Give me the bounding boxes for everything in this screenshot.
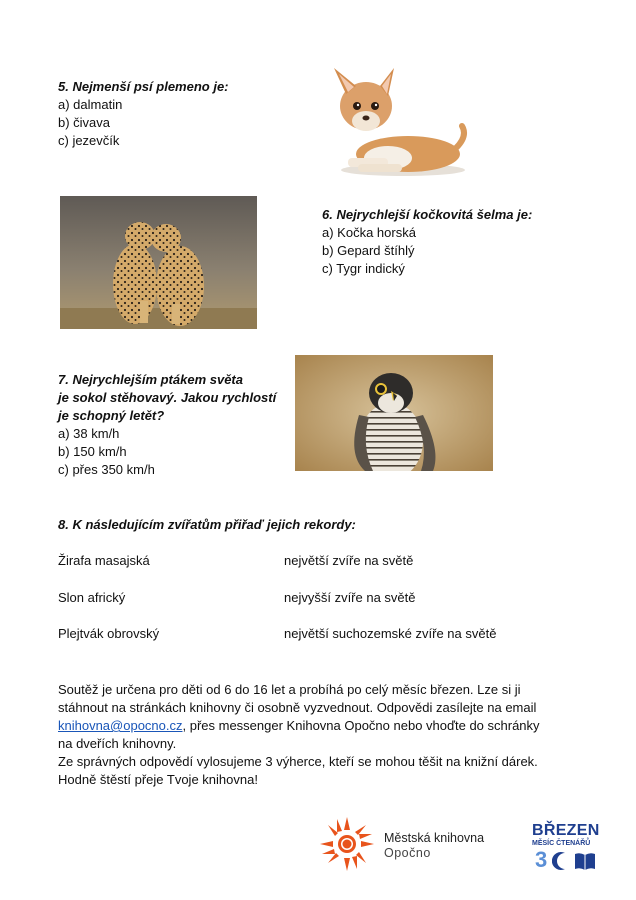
cheetah-image: [60, 196, 257, 329]
draw-info-line-1: Ze správných odpovědí vylosujeme 3 výherce, kteří se mohou těšit na knižní dárek.: [58, 754, 538, 769]
q8-animal-1: Žirafa masajská: [58, 553, 150, 568]
contest-info-line-3-rest: , přes messenger Knihovna Opočno nebo vhoďte do schránky: [182, 718, 540, 733]
brezen-mesic-ctenaru-logo: [530, 822, 610, 874]
contest-info-line-4: na dveřích knihovny.: [58, 736, 177, 751]
q7-option-a: a) 38 km/h: [58, 426, 120, 441]
brezen-text: BŘEZEN: [532, 822, 600, 839]
question-7-title-line-3: je schopný letět?: [58, 408, 165, 423]
book-icon: [574, 851, 596, 871]
q8-record-2: nejvyšší zvíře na světě: [284, 590, 416, 605]
q5-option-c: c) jezevčík: [58, 133, 120, 148]
chihuahua-image: [308, 66, 470, 181]
q8-animal-3: Plejtvák obrovský: [58, 626, 160, 641]
question-7-title-line-2: je sokol stěhovavý. Jakou rychlostí: [58, 390, 277, 405]
q6-option-b: b) Gepard štíhlý: [322, 243, 415, 258]
question-5-title: 5. Nejmenší psí plemeno je:: [58, 79, 229, 94]
contest-info-line-1: Soutěž je určena pro děti od 6 do 16 let a probíhá po celý měsíc březen. Lze si ji: [58, 682, 521, 697]
library-city: Opočno: [384, 846, 431, 860]
question-7-title-line-1: 7. Nejrychlejším ptákem světa: [58, 372, 243, 387]
contest-info: [58, 681, 578, 789]
q6-option-a: a) Kočka horská: [322, 225, 416, 240]
q7-option-b: b) 150 km/h: [58, 444, 127, 459]
moon-icon: [552, 851, 570, 871]
question-6-title: 6. Nejrychlejší kočkovitá šelma je:: [322, 207, 533, 222]
q5-option-a: a) dalmatin: [58, 97, 123, 112]
library-name: Městská knihovna: [384, 831, 485, 845]
mesic-ctenaru-text: MĚSÍC ČTENÁŘŮ: [532, 840, 591, 847]
library-logo: [318, 815, 510, 871]
q5-option-b: b) čivava: [58, 115, 111, 130]
contest-info-line-3: [58, 717, 578, 735]
q7-option-c: c) přes 350 km/h: [58, 462, 155, 477]
q8-animal-2: Slon africký: [58, 590, 126, 605]
number-three: 3: [535, 847, 548, 872]
draw-info-line-2: Hodně štěstí přeje Tvoje knihovna!: [58, 772, 258, 787]
email-link[interactable]: knihovna@opocno.cz: [58, 718, 183, 733]
q8-record-1: největší zvíře na světě: [284, 553, 414, 568]
sun-icon: [318, 815, 376, 873]
q6-option-c: c) Tygr indický: [322, 261, 405, 276]
question-8-title: 8. K následujícím zvířatům přiřaď jejich rekordy:: [58, 517, 356, 532]
contest-info-line-2: stáhnout na stránkách knihovny či osobně vyzvednout. Odpovědi zasílejte na email: [58, 700, 537, 715]
q8-record-3: největší suchozemské zvíře na světě: [284, 626, 497, 641]
falcon-image: [295, 355, 493, 471]
